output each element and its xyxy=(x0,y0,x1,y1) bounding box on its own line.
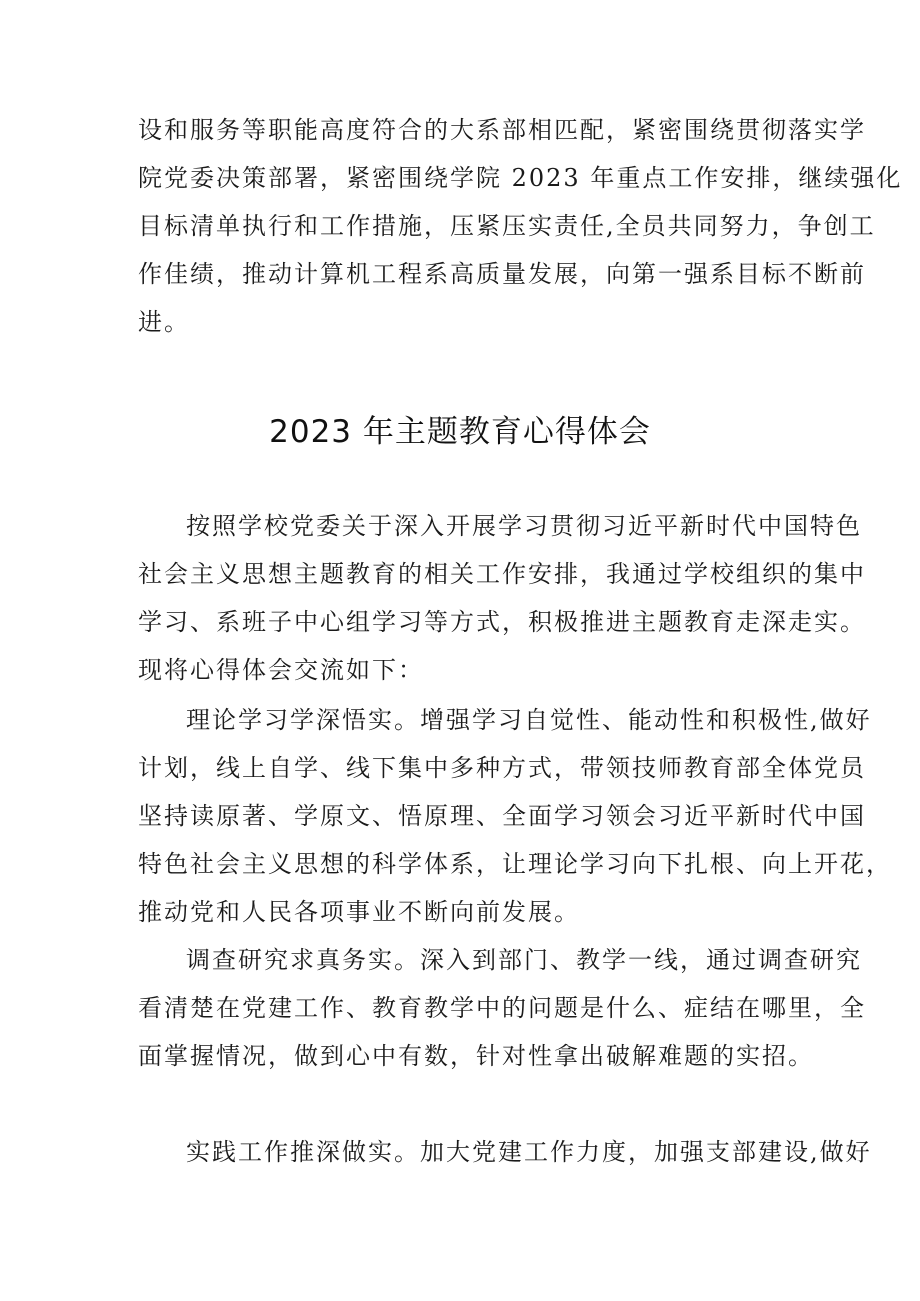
paragraph-line: 社会主义思想主题教育的相关工作安排，我通过学校组织的集中 xyxy=(138,560,866,588)
paragraph-line: 调查研究求真务实。深入到部门、教学一线，通过调查研究 xyxy=(186,946,862,974)
paragraph-line: 实践工作推深做实。加大党建工作力度，加强支部建设,做好 xyxy=(186,1138,872,1166)
paragraph-line: 设和服务等职能高度符合的大系部相匹配，紧密围绕贯彻落实学 xyxy=(138,116,866,144)
paragraph-line: 计划，线上自学、线下集中多种方式，带领技师教育部全体党员 xyxy=(138,754,866,782)
paragraph-line: 作佳绩，推动计算机工程系高质量发展，向第一强系目标不断前 xyxy=(138,260,866,288)
paragraph-line: 目标清单执行和工作措施，压紧压实责任,全员共同努力，争创工 xyxy=(138,212,876,240)
paragraph-line: 坚持读原著、学原文、悟原理、全面学习领会习近平新时代中国 xyxy=(138,802,866,830)
paragraph-line: 面掌握情况，做到心中有数，针对性拿出破解难题的实招。 xyxy=(138,1042,814,1070)
paragraph-line: 现将心得体会交流如下： xyxy=(138,656,424,684)
paragraph-line: 院党委决策部署，紧密围绕学院 2023 年重点工作安排，继续强化 xyxy=(138,164,903,192)
paragraph-line: 按照学校党委关于深入开展学习贯彻习近平新时代中国特色 xyxy=(186,512,862,540)
paragraph-line: 看清楚在党建工作、教育教学中的问题是什么、症结在哪里，全 xyxy=(138,994,866,1022)
paragraph-line: 理论学习学深悟实。增强学习自觉性、能动性和积极性,做好 xyxy=(186,706,872,734)
paragraph-line: 特色社会主义思想的科学体系，让理论学习向下扎根、向上开花， xyxy=(138,850,892,878)
paragraph-line: 推动党和人民各项事业不断向前发展。 xyxy=(138,898,580,926)
paragraph-line: 学习、系班子中心组学习等方式，积极推进主题教育走深走实。 xyxy=(138,608,866,636)
paragraph-line: 进。 xyxy=(138,308,190,336)
page-title: 2023 年主题教育心得体会 xyxy=(269,414,651,450)
